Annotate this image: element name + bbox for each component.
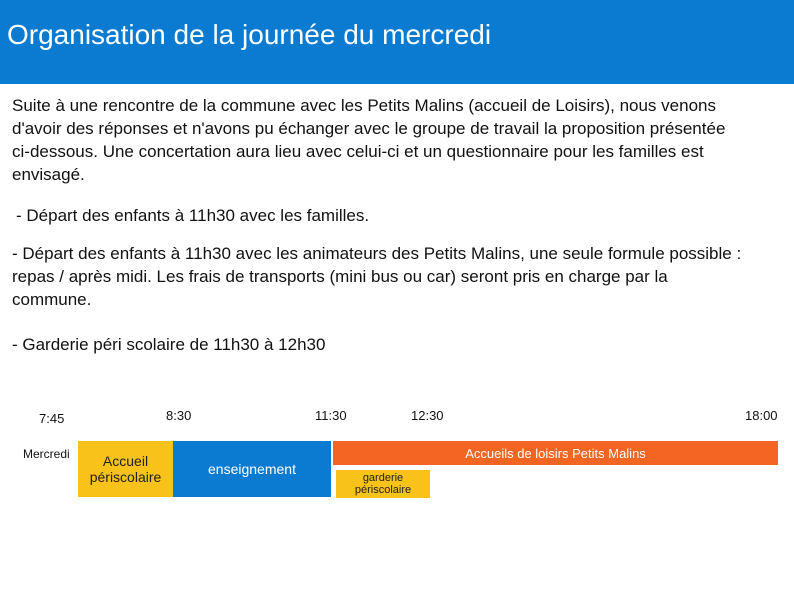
page-title: Organisation de la journée du mercredi <box>7 19 492 50</box>
block-accueil-periscolaire-label: Accueil périscolaire <box>89 453 162 485</box>
block-enseignement-label: enseignement <box>208 461 296 477</box>
time-label-0745: 7:45 <box>39 411 65 426</box>
block-garderie-label: garderie périscolaire <box>354 472 412 496</box>
option-garderie: - Garderie péri scolaire de 11h30 à 12h30 <box>12 335 326 354</box>
block-garderie-periscolaire <box>336 470 430 498</box>
block-accueils-loisirs <box>333 441 778 465</box>
block-accueils-loisirs-label: Accueils de loisirs Petits Malins <box>465 445 646 461</box>
block-accueil-periscolaire <box>78 441 173 497</box>
option-depart-animateurs: - Départ des enfants à 11h30 avec les animateurs des Petits Malins, une seule formule possible : repas / après midi. Les frais de transports (mini bus ou car) seront pris en charge par la commune. <box>12 244 742 309</box>
time-label-1130: 11:30 <box>315 408 347 423</box>
time-label-1230: 12:30 <box>411 408 444 423</box>
title-bar <box>0 0 794 84</box>
time-label-1800: 18:00 <box>745 408 778 423</box>
block-enseignement <box>173 441 331 497</box>
intro-paragraph: Suite à une rencontre de la commune avec les Petits Malins (accueil de Loisirs), nous venons d'avoir des réponses et n'avons pu échanger avec le groupe de travail la proposition présentée ci-dessous. Une concertation aura lieu avec celui-ci et un questionnaire pour les familles est envisagé. <box>12 96 726 184</box>
option-depart-familles: - Départ des enfants à 11h30 avec les familles. <box>16 206 370 225</box>
time-label-0830: 8:30 <box>166 408 192 423</box>
day-label: Mercredi <box>23 447 70 461</box>
